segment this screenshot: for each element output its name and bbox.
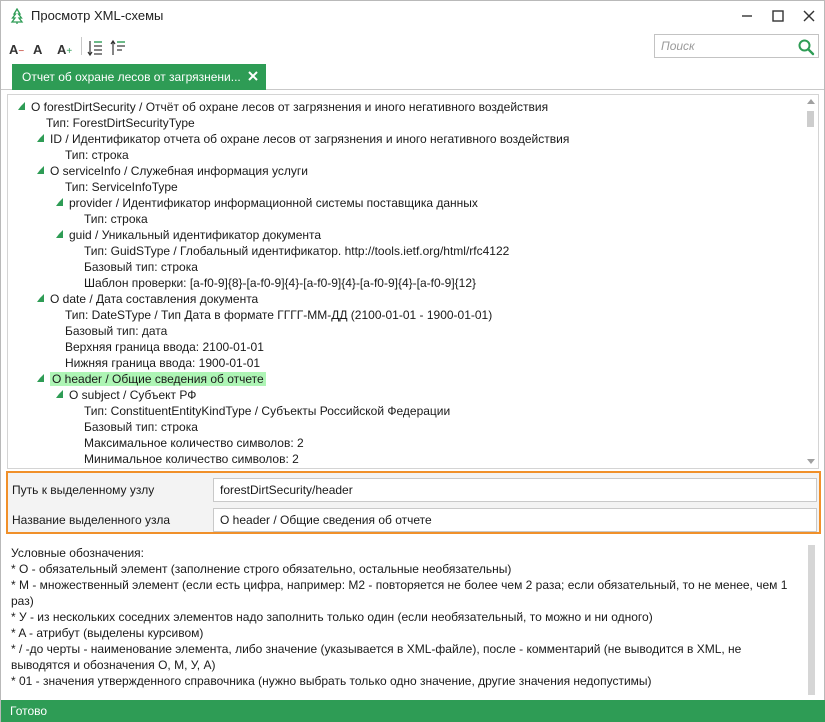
minimize-button[interactable] [732, 3, 762, 29]
tree-node[interactable] [65, 355, 260, 371]
title-bar [1, 1, 824, 31]
app-tree-icon [9, 8, 25, 24]
search-box [654, 34, 819, 58]
legend-line: Условные обозначения: [11, 546, 144, 560]
collapse-all-icon [110, 39, 126, 57]
tree-node[interactable] [37, 131, 569, 147]
legend-line: * M - множественный элемент (если есть цифра, например: M2 - повторяется не более чем 2 раза; если обязательный, то не менее, чем 1 раз) [11, 578, 788, 608]
close-tab-icon[interactable] [246, 69, 260, 83]
selected-path-field[interactable]: forestDirtSecurity/header [213, 478, 817, 502]
tree-node[interactable] [46, 115, 195, 131]
expand-triangle-icon[interactable] [56, 198, 63, 206]
tree-node-label: guid / Уникальный идентификатор документа [69, 228, 322, 242]
tree-node-label: O header / Общие сведения об отчете [52, 372, 264, 386]
search-input[interactable] [655, 35, 793, 57]
tree-node[interactable] [84, 435, 304, 451]
expand-triangle-icon[interactable] [37, 166, 44, 174]
selected-node-panel [6, 471, 821, 534]
schema-tree[interactable] [7, 94, 819, 469]
tree-node-label: O forestDirtSecurity / Отчёт об охране лесов от загрязнения и иного негативного воздействия [31, 100, 549, 114]
tree-node[interactable] [65, 179, 178, 195]
tree-node-label: Тип: ServiceInfoType [65, 180, 178, 194]
close-icon [803, 10, 815, 22]
expand-all-icon [87, 39, 103, 57]
tab-report[interactable] [12, 64, 266, 90]
selected-name-label: Название выделенного узла [12, 513, 171, 527]
expand-triangle-icon[interactable] [37, 134, 44, 142]
selected-name-field[interactable]: O header / Общие сведения об отчете [213, 508, 817, 532]
legend-line: * O - обязательный элемент (заполнение строго обязательно, остальные необязательны) [11, 562, 512, 576]
tree-node-label: Тип: ConstituentEntityKindType / Субъекты Российской Федерации [84, 404, 451, 418]
tree-node[interactable] [65, 307, 492, 323]
tree-node-label: Тип: ForestDirtSecurityType [46, 116, 195, 130]
tree-node-label: Базовый тип: строка [84, 420, 198, 434]
tree-node[interactable] [84, 451, 299, 467]
tree-node[interactable] [37, 371, 266, 387]
expand-triangle-icon[interactable] [18, 102, 25, 110]
tab-strip [1, 63, 824, 90]
legend-scrollbar[interactable] [804, 541, 819, 698]
tree-node-label: Тип: строка [65, 148, 129, 162]
tree-node[interactable] [56, 387, 196, 403]
search-icon[interactable] [797, 38, 815, 56]
tree-node-label: provider / Идентификатор информационной системы поставщика данных [69, 196, 478, 210]
selected-path-row [8, 476, 819, 503]
font-normal-button[interactable] [33, 35, 42, 57]
tab-report-label: Отчет об охране лесов от загрязнени... [22, 70, 241, 84]
scroll-down-icon[interactable] [807, 459, 815, 464]
collapse-all-button[interactable] [110, 35, 126, 57]
legend-line: * 01 - значения утвержденного справочника (нужно выбрать только одно значение, другие значения недопустимы) [11, 674, 652, 688]
tree-node[interactable] [56, 227, 321, 243]
tree-node-label: Тип: строка [84, 212, 148, 226]
tree-node[interactable] [37, 163, 308, 179]
tree-node[interactable] [56, 195, 478, 211]
expand-triangle-icon[interactable] [37, 374, 44, 382]
expand-all-button[interactable] [87, 35, 103, 57]
tree-node[interactable] [65, 339, 264, 355]
selected-path-label: Путь к выделенному узлу [12, 483, 155, 497]
expand-triangle-icon[interactable] [56, 230, 63, 238]
tree-node[interactable] [84, 403, 450, 419]
minimize-icon [741, 10, 753, 22]
font-decrease-button[interactable] [9, 35, 24, 57]
tree-node[interactable] [84, 259, 198, 275]
tree-node[interactable] [84, 275, 476, 291]
tree-node[interactable] [18, 99, 548, 115]
tree-node-label: O subject / Субъект РФ [69, 388, 197, 402]
maximize-icon [772, 10, 784, 22]
schema-tree-content [8, 95, 803, 468]
selected-name-row [8, 506, 819, 533]
tree-node[interactable] [84, 243, 509, 259]
tree-node[interactable] [84, 419, 198, 435]
legend-line: * У - из нескольких соседних элементов надо заполнить только один (если необязательный, то можно и ни одного) [11, 610, 653, 624]
tree-node-label: Тип: DateSType / Тип Дата в формате ГГГГ-ММ-ДД (2100-01-01 - 1900-01-01) [65, 308, 493, 322]
tree-node-label: Базовый тип: дата [65, 324, 168, 338]
tree-node-label: Максимальное количество символов: 2 [84, 436, 304, 450]
font-increase-sign: + [66, 46, 73, 57]
toolbar-separator [81, 37, 82, 55]
tree-node[interactable] [65, 323, 167, 339]
font-decrease-sign: − [18, 46, 25, 57]
tree-node-label: Минимальное количество символов: 2 [84, 452, 299, 466]
tree-scrollbar[interactable] [803, 95, 818, 468]
tree-node[interactable] [37, 291, 258, 307]
tree-node[interactable] [65, 147, 129, 163]
tree-node-label: Базовый тип: строка [84, 260, 198, 274]
tree-node-label: Верхняя граница ввода: 2100-01-01 [65, 340, 264, 354]
tree-node-label: ID / Идентификатор отчета об охране лесов от загрязнения и иного негативного воздействия [50, 132, 570, 146]
status-text: Готово [10, 704, 48, 718]
tree-node[interactable] [84, 211, 148, 227]
tree-node-label: O serviceInfo / Служебная информация услуги [50, 164, 308, 178]
window-title: Просмотр XML-схемы [31, 8, 164, 23]
expand-triangle-icon[interactable] [37, 294, 44, 302]
maximize-button[interactable] [763, 3, 793, 29]
legend-panel [7, 541, 819, 698]
tree-node-label: O date / Дата составления документа [50, 292, 259, 306]
legend-text [11, 545, 801, 689]
font-decrease-label: A [9, 42, 19, 57]
scroll-up-icon[interactable] [807, 99, 815, 104]
scroll-thumb[interactable] [807, 111, 814, 127]
close-window-button[interactable] [794, 3, 824, 29]
status-bar [1, 700, 825, 722]
expand-triangle-icon[interactable] [56, 390, 63, 398]
legend-scroll-thumb[interactable] [808, 545, 815, 695]
font-normal-label: A [33, 42, 43, 57]
tree-node-label: Нижняя граница ввода: 1900-01-01 [65, 356, 261, 370]
tree-node-label: Шаблон проверки: [a-f0-9]{8}-[a-f0-9]{4}-[a-f0-9]{4}-[a-f0-9]{4}-[a-f0-9]{12} [84, 276, 477, 290]
font-increase-label: A [57, 42, 67, 57]
legend-line: * A - атрибут (выделены курсивом) [11, 626, 204, 640]
tree-node-label: Тип: GuidSType / Глобальный идентификатор. http://tools.ietf.org/html/rfc4122 [84, 244, 510, 258]
legend-line: * / -до черты - наименование элемента, либо значение (указывается в XML-файле), после - комментарий (не выводится в XML, не выводятся и обозначения O, M, У, A) [11, 642, 742, 672]
font-increase-button[interactable] [57, 35, 72, 57]
